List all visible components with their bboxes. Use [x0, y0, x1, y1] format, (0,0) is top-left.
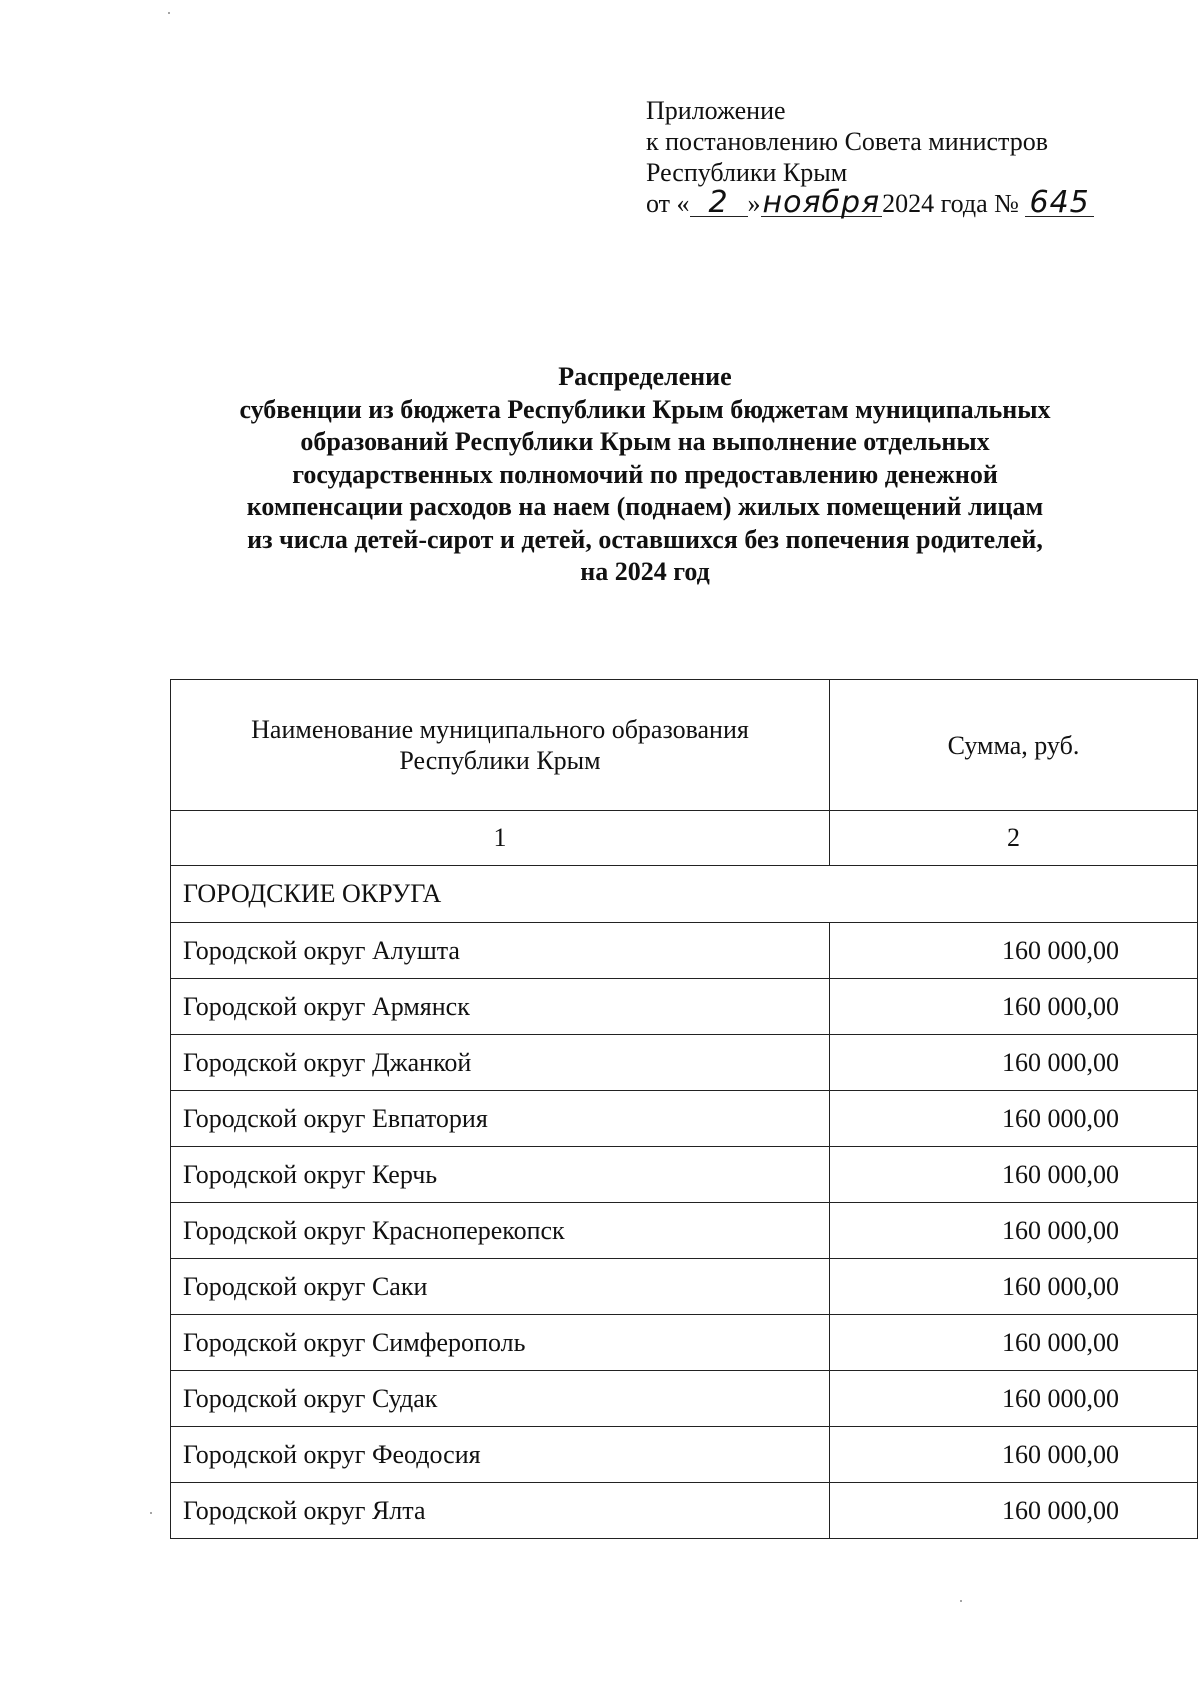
header-municipality — [171, 680, 830, 811]
amount-value: 160 000,00 — [830, 1203, 1198, 1259]
scan-speck — [960, 1600, 962, 1602]
title-line: субвенции из бюджета Республики Крым бюджетам муниципальных — [239, 394, 1051, 424]
amount-value: 160 000,00 — [830, 979, 1198, 1035]
amount-value: 160 000,00 — [830, 1483, 1198, 1539]
column-number-1: 1 — [171, 811, 830, 866]
amount-value: 160 000,00 — [830, 1427, 1198, 1483]
municipality-name: Городской округ Джанкой — [171, 1035, 830, 1091]
municipality-name: Городской округ Феодосия — [171, 1427, 830, 1483]
approval-line-decree: к постановлению Совета министров — [646, 127, 1048, 156]
amount-value: 160 000,00 — [830, 923, 1198, 979]
date-quote-close: » — [747, 189, 761, 218]
approval-line-republic: Республики Крым — [646, 158, 848, 187]
date-year: 2024 года № — [882, 189, 1019, 218]
table-row — [171, 1371, 1198, 1427]
header-municipality-line: Республики Крым — [399, 746, 601, 775]
scan-speck — [150, 1512, 152, 1514]
title-line: на 2024 год — [580, 557, 710, 586]
section-label: ГОРОДСКИЕ ОКРУГА — [171, 866, 1198, 923]
amount-value: 160 000,00 — [830, 1091, 1198, 1147]
table-row — [171, 1147, 1198, 1203]
amount-value: 160 000,00 — [830, 1371, 1198, 1427]
date-prefix: от « — [646, 189, 690, 218]
document-title — [180, 361, 1110, 589]
table-row — [171, 1035, 1198, 1091]
table-row — [171, 1091, 1198, 1147]
distribution-table — [170, 679, 1198, 1539]
table-row — [171, 923, 1198, 979]
title-line: из числа детей-сирот и детей, оставшихся без попечения родителей, — [247, 524, 1043, 554]
header-municipality-line: Наименование муниципального образования — [251, 715, 749, 744]
municipality-name: Городской округ Алушта — [171, 923, 830, 979]
municipality-name: Городской округ Керчь — [171, 1147, 830, 1203]
table-row — [171, 1427, 1198, 1483]
amount-value: 160 000,00 — [830, 1147, 1198, 1203]
amount-value: 160 000,00 — [830, 1315, 1198, 1371]
section-row — [171, 866, 1198, 923]
municipality-name: Городской округ Ялта — [171, 1483, 830, 1539]
column-number-row — [171, 811, 1198, 866]
municipality-name: Городской округ Армянск — [171, 979, 830, 1035]
approval-line-appendix: Приложение — [646, 96, 786, 125]
approval-block — [646, 95, 1094, 219]
table-row — [171, 1483, 1198, 1539]
title-line: компенсации расходов на наем (поднаем) жилых помещений лицам — [246, 492, 1044, 521]
title-line: Распределение — [558, 362, 732, 391]
table-row — [171, 1203, 1198, 1259]
handwritten-day: 2 — [690, 190, 748, 217]
title-line: образований Республики Крым на выполнение отдельных — [300, 427, 990, 456]
municipality-name: Городской округ Евпатория — [171, 1091, 830, 1147]
handwritten-month: ноября — [762, 185, 881, 220]
scan-speck — [168, 12, 170, 14]
amount-value: 160 000,00 — [830, 1259, 1198, 1315]
municipality-name: Городской округ Саки — [171, 1259, 830, 1315]
amount-value: 160 000,00 — [830, 1035, 1198, 1091]
table-header-row — [171, 680, 1198, 811]
handwritten-decree-number: 645 — [1025, 190, 1093, 217]
municipality-name: Городской округ Судак — [171, 1371, 830, 1427]
municipality-name: Городской округ Красноперекопск — [171, 1203, 830, 1259]
title-line: государственных полномочий по предоставлению денежной — [292, 459, 998, 489]
municipality-name: Городской округ Симферополь — [171, 1315, 830, 1371]
table-row — [171, 979, 1198, 1035]
header-amount: Сумма, руб. — [830, 680, 1198, 811]
column-number-2: 2 — [830, 811, 1198, 866]
table-row — [171, 1259, 1198, 1315]
approval-date-line — [646, 185, 1094, 220]
table-row — [171, 1315, 1198, 1371]
